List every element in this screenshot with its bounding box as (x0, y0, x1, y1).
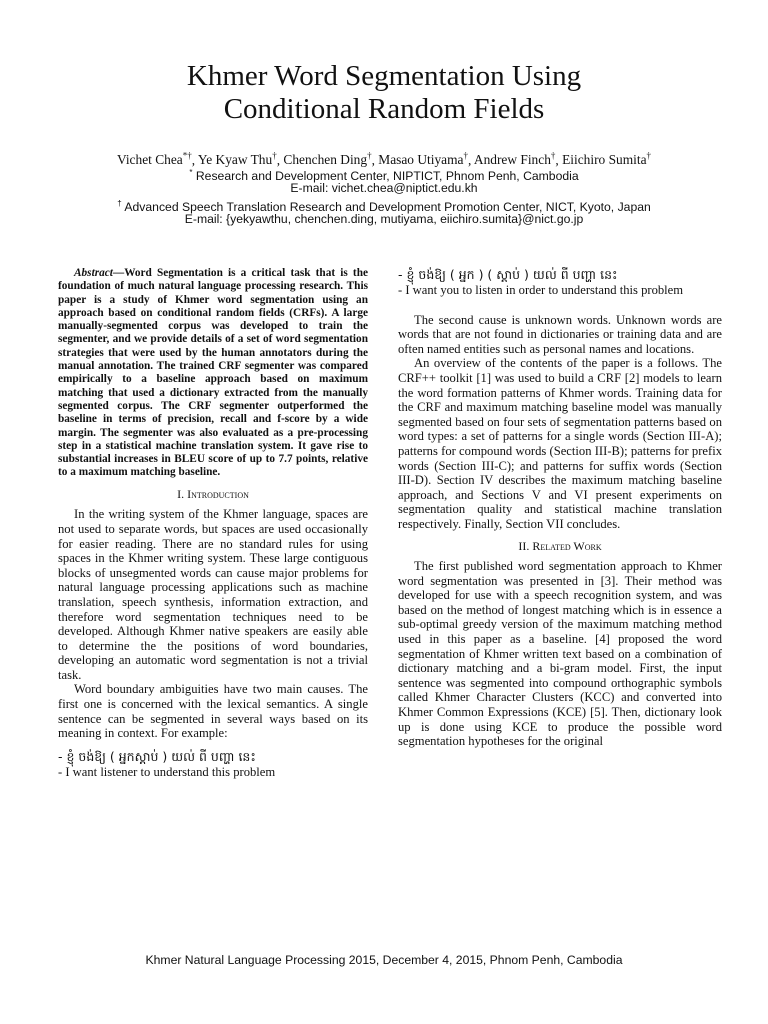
author: Eiichiro Sumita† (562, 151, 652, 168)
email-1: E-mail: vichet.chea@niptict.edu.kh (290, 181, 478, 195)
abstract: Abstract—Word Segmentation is a critical task that is the foundation of much natural language processing research. This paper is a study of Khmer word segmentation using an approach based on conditional random fields (CRFs). A large manually-segmented corpus was developed to train the segmenter, and we provide details of a set of word segmentation strategies that were used by the human annotators during the manual annotation. The trained CRF segmenter was compared empirically to a baseline approach based on maximum matching that used a dictionary extracted from the manually segmented corpus. The CRF segmenter outperformed the baseline in terms of precision, recall and f-score by a wide margin. The segmenter was also evaluated as a pre-processing step in a statistical machine translation system. It gave rise to substantial increases in BLEU score of up to 7.7 points, relative to a maximum matching baseline. (58, 267, 368, 479)
paragraph: The first published word segmentation approach to Khmer word segmentation was presented in [3]. Their method was developed for use with a speech recognition system, and was based on the method of longest matching which is in essence a sub-optimal greedy version of the maximum matching method used in this paper as a baseline. [4] proposed the word segmentation of Khmer written text based on a combination of dictionary matching and a bi-gram model. First, the input sentence was segmented into compound orthographic symbols called Khmer Character Clusters (KCC) and converted into Khmer Common Expressions (KCE) [5]. Then, dictionary look up is done using KCE to produce the possible word segmentation hypotheses for the original (398, 559, 722, 749)
paragraph: The second cause is unknown words. Unknown words are words that are not found in dictionaries or training data and are often named entities such as personal names and locations. (398, 312, 722, 356)
paragraph: In the writing system of the Khmer language, spaces are not used to separate words, but spaces are used occasionally for easier reading. There are no standard rules for using spaces in the Khmer writing system. These large contiguous blocks of unsegmented words can cause major problems for natural language processing applications such as machine translation, speech synthesis, information extraction, and therefore word segmentation techniques need to be developed. Although Khmer native speakers are easily able to determine the the positions of word boundaries, developing an automatic word segmentation is not a trivial task. (58, 507, 368, 682)
paper-title (0, 60, 768, 126)
title-line-2: Conditional Random Fields (223, 93, 545, 125)
example-khmer: - ខ្ញុំ ចង់ឱ្យ ( អ្នក ) ( ស្តាប់ ) យល់ ពី បញ្ហា នេះ (398, 267, 618, 282)
author-list: Vichet Chea*†, Ye Kyaw Thu†, Chenchen Ding†, Masao Utiyama†, Andrew Finch†, Eiichiro Sumita† (116, 151, 652, 168)
example-khmer: - ខ្ញុំ ចង់ឱ្យ ( អ្នកស្តាប់ ) យល់ ពី បញ្ហា នេះ (58, 748, 256, 764)
email-2: E-mail: {yekyawthu, chenchen.ding, mutiyama, eiichiro.sumita}@nict.go.jp (184, 212, 584, 226)
left-column (58, 267, 368, 779)
title-line-1: Khmer Word Segmentation Using (186, 60, 582, 92)
paragraph: An overview of the contents of the paper is a follows. The CRF++ toolkit [1] was used to build a CRF [2] models to learn the word formation patterns of Khmer words. Training data for the CRF and maximum matching baseline model was manually segmented based on four sets of segmentation patterns based on word types: a set of patterns for a single words (Section III-A); patterns for compound words (Section III-B); patterns for prefix words (Section III-C); and patterns for suffix words (Section III-D). Section IV describes the maximum matching baseline approach, and Sections V and VI present experiments on segmentation quality and statistical machine translation respectively. Finally, Section VII concludes. (398, 356, 722, 531)
page-footer: Khmer Natural Language Processing 2015, December 4, 2015, Phnom Penh, Cambodia (145, 953, 623, 967)
author: Masao Utiyama† (378, 151, 468, 168)
example-english: - I want you to listen in order to understand this problem (398, 283, 684, 297)
author: Chenchen Ding† (283, 151, 372, 168)
section-heading-related-work: II. Related Work (518, 538, 602, 553)
section-heading-introduction: I. Introduction (177, 486, 249, 501)
right-column (398, 267, 722, 749)
author: Andrew Finch† (473, 151, 556, 168)
author: Ye Kyaw Thu† (197, 151, 277, 168)
affiliation-1: * Research and Development Center, NIPTICT, Phnom Penh, Cambodia (189, 168, 579, 184)
affiliation-2: † Advanced Speech Translation Research and Development Promotion Center, NICT, Kyoto, Japan (117, 199, 651, 215)
author: Vichet Chea*† (116, 151, 192, 168)
example-english: - I want listener to understand this problem (58, 764, 276, 779)
paragraph: Word boundary ambiguities have two main causes. The first one is concerned with the lexical semantics. A single sentence can be segmented in several ways based on its meaning in context. For example: (58, 682, 368, 741)
